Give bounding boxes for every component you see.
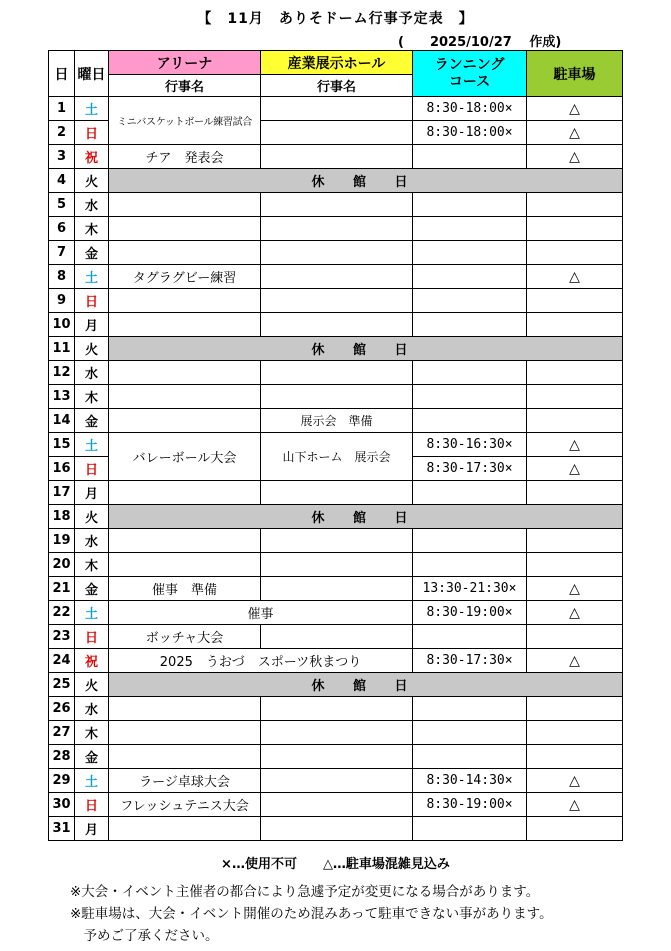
hall-event: [261, 121, 413, 145]
running-cell: [413, 289, 527, 313]
day-cell: 8: [49, 265, 75, 289]
header-parking: 駐車場: [527, 51, 623, 97]
arena-event: ラージ卓球大会: [109, 769, 261, 793]
arena-hall-event: 2025 うおづ スポーツ秋まつり: [109, 649, 413, 673]
day-cell: 29: [49, 769, 75, 793]
day-cell: 18: [49, 505, 75, 529]
arena-event: バレーボール大会: [109, 433, 261, 481]
arena-event: [109, 697, 261, 721]
table-row: [49, 649, 623, 673]
arena-event: [109, 721, 261, 745]
day-cell: 17: [49, 481, 75, 505]
arena-event: フレッシュテニス大会: [109, 793, 261, 817]
note-2: ※駐車場は、大会・イベント開催のため混みあって駐車できない事があります。: [70, 906, 553, 922]
dow-cell: 火: [75, 505, 109, 529]
day-cell: 21: [49, 577, 75, 601]
table-row: [49, 241, 623, 265]
dow-cell: 日: [75, 457, 109, 481]
parking-cell: [527, 817, 623, 841]
day-cell: 25: [49, 673, 75, 697]
parking-cell: △: [527, 601, 623, 625]
parking-cell: [527, 313, 623, 337]
table-row: [49, 553, 623, 577]
hall-event: [261, 553, 413, 577]
table-row: [49, 193, 623, 217]
running-cell: [413, 385, 527, 409]
day-cell: 19: [49, 529, 75, 553]
dow-cell: 日: [75, 121, 109, 145]
day-cell: 26: [49, 697, 75, 721]
running-cell: 13:30-21:30×: [413, 577, 527, 601]
day-cell: 31: [49, 817, 75, 841]
parking-cell: △: [527, 793, 623, 817]
arena-event: [109, 193, 261, 217]
parking-cell: [527, 217, 623, 241]
dow-cell: 金: [75, 745, 109, 769]
table-row: [49, 577, 623, 601]
hall-event: [261, 481, 413, 505]
running-cell: [413, 481, 527, 505]
day-cell: 13: [49, 385, 75, 409]
day-cell: 16: [49, 457, 75, 481]
closed-day: 休 館 日: [109, 337, 623, 361]
table-row: [49, 169, 623, 193]
running-cell: [413, 145, 527, 169]
parking-cell: [527, 697, 623, 721]
dow-cell: 火: [75, 673, 109, 697]
dow-cell: 火: [75, 169, 109, 193]
legend: ×…使用不可 △…駐車場混雑見込み: [221, 857, 450, 872]
hall-event: [261, 313, 413, 337]
day-cell: 28: [49, 745, 75, 769]
header-arena: アリーナ: [109, 51, 261, 75]
dow-cell: 土: [75, 265, 109, 289]
day-cell: 30: [49, 793, 75, 817]
running-cell: 8:30-18:00×: [413, 97, 527, 121]
parking-cell: [527, 625, 623, 649]
parking-cell: △: [527, 769, 623, 793]
table-row: [49, 409, 623, 433]
dow-cell: 木: [75, 217, 109, 241]
running-cell: 8:30-19:00×: [413, 793, 527, 817]
table-row: [49, 817, 623, 841]
day-cell: 23: [49, 625, 75, 649]
arena-event: [109, 529, 261, 553]
dow-cell: 祝: [75, 649, 109, 673]
arena-hall-event: 催事: [109, 601, 413, 625]
running-cell: 8:30-17:30×: [413, 649, 527, 673]
table-row: [49, 721, 623, 745]
dow-cell: 土: [75, 601, 109, 625]
running-cell: [413, 553, 527, 577]
dow-cell: 金: [75, 577, 109, 601]
parking-cell: [527, 553, 623, 577]
running-cell: 8:30-16:30×: [413, 433, 527, 457]
dow-cell: 火: [75, 337, 109, 361]
day-cell: 27: [49, 721, 75, 745]
table-row: [49, 793, 623, 817]
hall-event: [261, 745, 413, 769]
closed-day: 休 館 日: [109, 673, 623, 697]
table-row: [49, 601, 623, 625]
hall-event: [261, 289, 413, 313]
parking-cell: △: [527, 577, 623, 601]
table-row: [49, 769, 623, 793]
day-cell: 24: [49, 649, 75, 673]
header-dow: 曜日: [75, 51, 109, 97]
table-row: [49, 745, 623, 769]
header-running: [413, 51, 527, 97]
day-cell: 14: [49, 409, 75, 433]
hall-event: [261, 241, 413, 265]
hall-event: [261, 625, 413, 649]
table-row: [49, 313, 623, 337]
parking-cell: [527, 241, 623, 265]
parking-cell: △: [527, 457, 623, 481]
parking-cell: △: [527, 649, 623, 673]
arena-event: チア 発表会: [109, 145, 261, 169]
table-row: [49, 673, 623, 697]
dow-cell: 日: [75, 625, 109, 649]
hall-event: [261, 265, 413, 289]
table-row: [49, 361, 623, 385]
dow-cell: 木: [75, 721, 109, 745]
day-cell: 5: [49, 193, 75, 217]
table-row: [49, 385, 623, 409]
running-cell: [413, 409, 527, 433]
day-cell: 4: [49, 169, 75, 193]
running-cell: 8:30-17:30×: [413, 457, 527, 481]
dow-cell: 土: [75, 97, 109, 121]
dow-cell: 土: [75, 433, 109, 457]
hall-event: [261, 817, 413, 841]
dow-cell: 水: [75, 361, 109, 385]
hall-event: [261, 721, 413, 745]
hall-event: [261, 217, 413, 241]
arena-event: [109, 553, 261, 577]
parking-cell: △: [527, 265, 623, 289]
parking-cell: [527, 361, 623, 385]
hall-event: 展示会 準備: [261, 409, 413, 433]
table-row: [49, 265, 623, 289]
hall-event: [261, 193, 413, 217]
header-hall: 産業展示ホール: [261, 51, 413, 75]
arena-event: ボッチャ大会: [109, 625, 261, 649]
parking-cell: [527, 721, 623, 745]
dow-cell: 日: [75, 289, 109, 313]
day-cell: 1: [49, 97, 75, 121]
running-cell: [413, 529, 527, 553]
parking-cell: [527, 385, 623, 409]
day-cell: 11: [49, 337, 75, 361]
hall-event: [261, 697, 413, 721]
arena-event: [109, 313, 261, 337]
arena-event: [109, 361, 261, 385]
day-cell: 20: [49, 553, 75, 577]
day-cell: 2: [49, 121, 75, 145]
parking-cell: △: [527, 433, 623, 457]
header-running-label: ランニング コース: [434, 56, 505, 90]
dow-cell: 金: [75, 241, 109, 265]
hall-event: [261, 529, 413, 553]
closed-day: 休 館 日: [109, 505, 623, 529]
table-row: [49, 97, 623, 121]
day-cell: 6: [49, 217, 75, 241]
arena-event: [109, 241, 261, 265]
running-cell: [413, 721, 527, 745]
arena-event: [109, 289, 261, 313]
day-cell: 10: [49, 313, 75, 337]
arena-event: タグラグビー練習: [109, 265, 261, 289]
table-row: [49, 289, 623, 313]
note-3: 予めご了承ください。: [70, 928, 219, 944]
parking-cell: [527, 409, 623, 433]
parking-cell: △: [527, 121, 623, 145]
table-row: [49, 433, 623, 457]
header-arena-event-name: 行事名: [109, 75, 261, 97]
dow-cell: 金: [75, 409, 109, 433]
day-cell: 9: [49, 289, 75, 313]
arena-event: [109, 409, 261, 433]
header-hall-event-name: 行事名: [261, 75, 413, 97]
table-row: [49, 481, 623, 505]
running-cell: [413, 745, 527, 769]
running-cell: [413, 265, 527, 289]
table-row: [49, 625, 623, 649]
dow-cell: 月: [75, 481, 109, 505]
table-row: [49, 145, 623, 169]
parking-cell: [527, 289, 623, 313]
day-cell: 3: [49, 145, 75, 169]
hall-event: [261, 145, 413, 169]
running-cell: 8:30-14:30×: [413, 769, 527, 793]
parking-cell: △: [527, 145, 623, 169]
running-cell: [413, 241, 527, 265]
dow-cell: 祝: [75, 145, 109, 169]
closed-day: 休 館 日: [109, 169, 623, 193]
hall-event: 山下ホーム 展示会: [261, 433, 413, 481]
dow-cell: 水: [75, 697, 109, 721]
dow-cell: 水: [75, 529, 109, 553]
hall-event: [261, 385, 413, 409]
hall-event: [261, 97, 413, 121]
dow-cell: 土: [75, 769, 109, 793]
dow-cell: 月: [75, 817, 109, 841]
running-cell: [413, 361, 527, 385]
running-cell: [413, 193, 527, 217]
hall-event: [261, 769, 413, 793]
arena-event: [109, 385, 261, 409]
table-row: [49, 697, 623, 721]
parking-cell: [527, 193, 623, 217]
dow-cell: 水: [75, 193, 109, 217]
running-cell: [413, 817, 527, 841]
hall-event: [261, 793, 413, 817]
running-cell: [413, 625, 527, 649]
day-cell: 15: [49, 433, 75, 457]
page-title: 【 11月 ありそドーム行事予定表 】: [197, 11, 474, 27]
hall-event: [261, 577, 413, 601]
hall-event: [261, 361, 413, 385]
note-1: ※大会・イベント主催者の都合により急遽予定が変更になる場合があります。: [70, 884, 540, 900]
header-day: 日: [49, 51, 75, 97]
arena-event: [109, 481, 261, 505]
parking-cell: [527, 481, 623, 505]
arena-event: [109, 217, 261, 241]
table-row: [49, 337, 623, 361]
arena-event: 催事 準備: [109, 577, 261, 601]
created-date: ( 2025/10/27 作成): [398, 35, 562, 50]
day-cell: 7: [49, 241, 75, 265]
day-cell: 22: [49, 601, 75, 625]
dow-cell: 木: [75, 553, 109, 577]
dow-cell: 月: [75, 313, 109, 337]
running-cell: 8:30-19:00×: [413, 601, 527, 625]
parking-cell: [527, 529, 623, 553]
table-row: [49, 505, 623, 529]
schedule-table: [48, 50, 623, 841]
arena-event: [109, 745, 261, 769]
table-row: [49, 217, 623, 241]
parking-cell: △: [527, 97, 623, 121]
running-cell: [413, 697, 527, 721]
arena-event: [109, 817, 261, 841]
dow-cell: 木: [75, 385, 109, 409]
dow-cell: 日: [75, 793, 109, 817]
running-cell: [413, 217, 527, 241]
table-row: [49, 529, 623, 553]
arena-event: ミニバスケットボール練習試合: [109, 97, 261, 145]
parking-cell: [527, 745, 623, 769]
running-cell: [413, 313, 527, 337]
day-cell: 12: [49, 361, 75, 385]
running-cell: 8:30-18:00×: [413, 121, 527, 145]
